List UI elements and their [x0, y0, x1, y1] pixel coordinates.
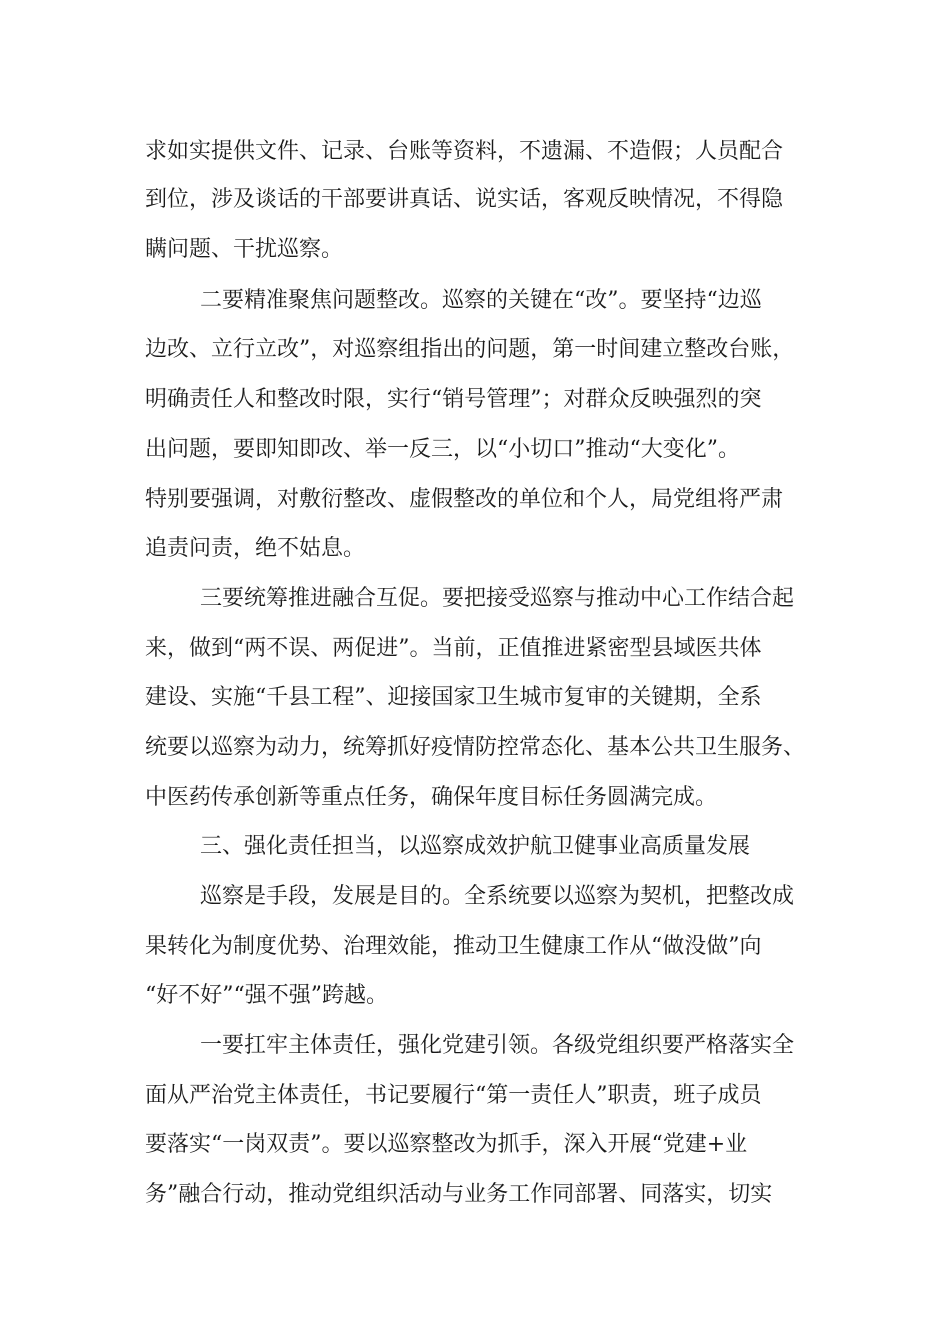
section-heading: 三、强化责任担当，以巡察成效护航卫健事业高质量发展: [200, 834, 751, 859]
text-line: 面从严治党主体责任，书记要履行“第一责任人”职责，班子成员: [145, 1083, 762, 1108]
text-line: 出问题，要即知即改、举一反三，以“小切口”推动“大变化”。: [145, 437, 740, 462]
text-line: 果转化为制度优势、治理效能，推动卫生健康工作从“做没做”向: [145, 934, 762, 959]
paragraph-start-line: 巡察是手段，发展是目的。全系统要以巡察为契机，把整改成: [200, 884, 795, 909]
text-line: 追责问责，绝不姑息。: [145, 536, 366, 561]
text-line: 瞒问题、干扰巡察。: [145, 237, 344, 262]
text-line: 到位，涉及谈话的干部要讲真话、说实话，客观反映情况，不得隐: [145, 187, 784, 212]
text-line: 建设、实施“千县工程”、迎接国家卫生城市复审的关键期，全系: [145, 685, 762, 710]
text-line: 求如实提供文件、记录、台账等资料，不遗漏、不造假；人员配合: [145, 139, 784, 164]
text-line: “好不好”“强不强”跨越。: [145, 983, 388, 1008]
text-line: 中医药传承创新等重点任务，确保年度目标任务圆满完成。: [145, 785, 718, 810]
paragraph-start-line: 二要精准聚焦问题整改。巡察的关键在“改”。要坚持“边巡: [200, 288, 762, 313]
text-line: 统要以巡察为动力，统筹抓好疫情防控常态化、基本公共卫生服务、: [145, 735, 806, 760]
text-line: 务”融合行动，推动党组织活动与业务工作同部署、同落实，切实: [145, 1182, 773, 1207]
text-line: 边改、立行立改”，对巡察组指出的问题，第一时间建立整改台账，: [145, 337, 795, 362]
text-line: 来，做到“两不误、两促进”。当前，正值推进紧密型县域医共体: [145, 636, 762, 661]
paragraph-start-line: 三要统筹推进融合互促。要把接受巡察与推动中心工作结合起: [200, 586, 795, 611]
text-line: 特别要强调，对敷衍整改、虚假整改的单位和个人，局党组将严肃: [145, 487, 784, 512]
paragraph-start-line: 一要扛牢主体责任，强化党建引领。各级党组织要严格落实全: [200, 1033, 795, 1058]
text-line: 明确责任人和整改时限，实行“销号管理”；对群众反映强烈的突: [145, 387, 762, 412]
text-line: 要落实“一岗双责”。要以巡察整改为抓手，深入开展“党建+业: [145, 1132, 748, 1157]
